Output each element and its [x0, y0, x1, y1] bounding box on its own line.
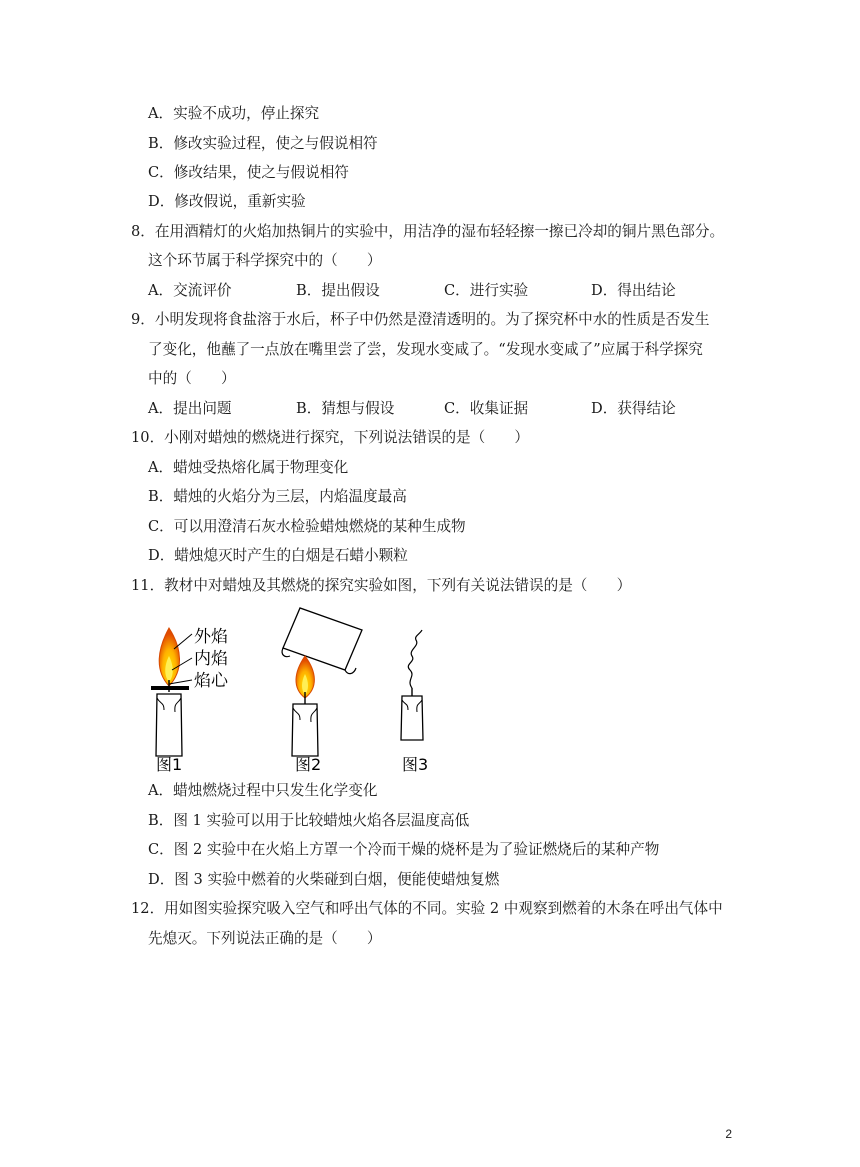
- q7-option-c: C．修改结果，使之与假说相符: [148, 164, 349, 181]
- q7-option-b: B．修改实验过程，使之与假说相符: [148, 135, 378, 152]
- q10-option-b: B．蜡烛的火焰分为三层，内焰温度最高: [148, 488, 407, 505]
- q10-stem: 10．小刚对蜡烛的燃烧进行探究，下列说法错误的是（ ）: [131, 429, 530, 446]
- q9-option-a: A．提出问题: [148, 400, 232, 417]
- q11-option-a: A．蜡烛燃烧过程中只发生化学变化: [148, 782, 378, 799]
- q10-option-d: D．蜡烛熄灭时产生的白烟是石蜡小颗粒: [148, 547, 408, 564]
- figure-1-candle: [151, 627, 229, 774]
- q9-stem-line1: 9．小明发现将食盐溶于水后，杯子中仍然是澄清透明的。为了探究杯中水的性质是否发生: [131, 311, 710, 328]
- q8-stem-line1: 8．在用酒精灯的火焰加热铜片的实验中，用洁净的湿布轻轻擦一擦已冷却的铜片黑色部分。: [131, 223, 725, 240]
- figure-3-extinguished-candle: [401, 630, 428, 774]
- q10-option-c: C．可以用澄清石灰水检验蜡烛燃烧的某种生成物: [148, 518, 466, 535]
- q8-stem-line2: 这个环节属于科学探究中的（ ）: [148, 252, 382, 269]
- q11-option-d: D．图 3 实验中燃着的火柴碰到白烟，便能使蜡烛复燃: [148, 871, 500, 888]
- figure-label-inner-flame: 内焰: [194, 649, 228, 669]
- q11-stem: 11．教材中对蜡烛及其燃烧的探究实验如图，下列有关说法错误的是（ ）: [131, 577, 632, 594]
- q9-stem-line3: 中的（ ）: [148, 370, 236, 387]
- q11-option-b: B．图 1 实验可以用于比较蜡烛火焰各层温度高低: [148, 812, 470, 829]
- q8-option-b: B．提出假设: [296, 282, 380, 299]
- q9-option-c: C．收集证据: [444, 400, 529, 417]
- q7-option-d: D．修改假说，重新实验: [148, 193, 306, 210]
- q12-stem-line2: 先熄灭。下列说法正确的是（ ）: [148, 930, 382, 947]
- q7-option-a: A．实验不成功，停止探究: [148, 105, 320, 122]
- q11-option-c: C．图 2 实验中在火焰上方罩一个冷而干燥的烧杯是为了验证燃烧后的某种产物: [148, 841, 660, 858]
- q8-option-a: A．交流评价: [148, 282, 232, 299]
- q8-options: [148, 281, 708, 301]
- q8-option-d: D．得出结论: [591, 282, 676, 299]
- figure-2-candle-with-beaker: [282, 608, 362, 774]
- q12-stem-line1: 12．用如图实验探究吸入空气和呼出气体的不同。实验 2 中观察到燃着的木条在呼出气体中: [131, 900, 723, 917]
- q8-option-c: C．进行实验: [444, 282, 529, 299]
- page-number: 2: [725, 1127, 732, 1141]
- figure-caption-1: 图1: [156, 755, 183, 774]
- figure-label-outer-flame: 外焰: [194, 627, 228, 647]
- q9-option-b: B．猜想与假设: [296, 400, 395, 417]
- q11-candle-figure: [140, 600, 450, 778]
- figure-label-flame-core: 焰心: [194, 671, 228, 691]
- q9-option-d: D．获得结论: [591, 400, 676, 417]
- q9-stem-line2: 了变化，他蘸了一点放在嘴里尝了尝，发现水变咸了。“发现水变咸了”应属于科学探究: [148, 341, 703, 358]
- q10-option-a: A．蜡烛受热熔化属于物理变化: [148, 459, 349, 476]
- q9-options: [148, 399, 708, 419]
- figure-caption-3: 图3: [402, 755, 429, 774]
- figure-caption-2: 图2: [295, 755, 322, 774]
